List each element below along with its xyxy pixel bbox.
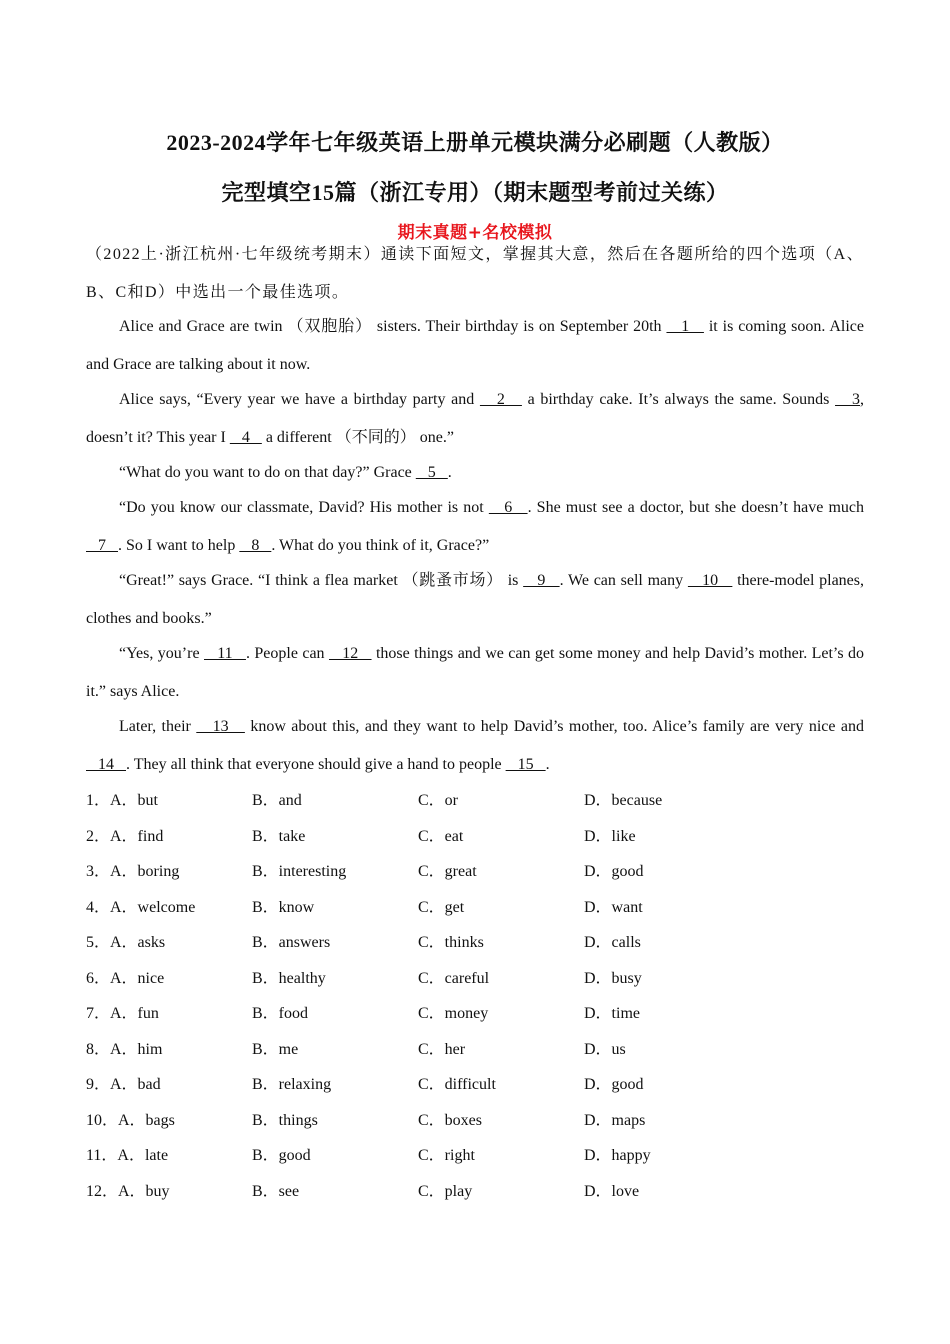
question-row xyxy=(86,783,864,819)
option-a: 8．A．him xyxy=(86,1040,163,1058)
passage-text: . She must see a doctor, but she doesn’t have much xyxy=(527,499,865,516)
question-row xyxy=(86,890,864,926)
passage xyxy=(86,308,864,784)
section-label: 期末真题+名校模拟 xyxy=(397,223,553,243)
option-a: 2．A．find xyxy=(86,827,164,845)
option-c: C．get xyxy=(418,898,465,916)
option-d: D．us xyxy=(584,1040,626,1058)
question-row xyxy=(86,819,864,855)
passage-text: know about this, and they want to help David’s mother, too. Alice’s family are very nice and xyxy=(244,718,864,735)
passage-text: “Do you know our classmate, David? His mother is not xyxy=(119,499,489,516)
passage-text: . What do you think of it, Grace?” xyxy=(271,537,490,554)
question-row xyxy=(86,1138,864,1174)
passage-paragraph xyxy=(86,635,864,711)
option-c: C．eat xyxy=(418,827,464,845)
passage-text: Later, their xyxy=(119,718,197,735)
option-b: B．me xyxy=(252,1040,299,1058)
option-b: B．food xyxy=(252,1005,309,1022)
passage-text: a birthday cake. It’s always the same. Sounds xyxy=(521,391,836,408)
passage-text: “Yes, you’re xyxy=(119,645,204,662)
passage-text: Alice and Grace are twin （双胞胎） sisters. Their birthday is on September 20th xyxy=(119,318,667,335)
option-c: C．or xyxy=(418,792,459,809)
options-list xyxy=(86,783,864,1209)
answer-blank: 10 xyxy=(687,572,733,589)
passage-text: . xyxy=(545,756,550,773)
passage-text: . They all think that everyone should give a hand to people xyxy=(126,756,506,773)
option-d: D．love xyxy=(584,1182,640,1200)
option-d: D．calls xyxy=(584,934,641,951)
answer-blank: 5 xyxy=(415,464,448,481)
option-b: B．good xyxy=(252,1147,311,1164)
instructions: （2022上·浙江杭州·七年级统考期末）通读下面短文，掌握其大意，然后在各题所给的四个选项（A、B、C和D）中选出一个最佳选项。 xyxy=(86,246,864,301)
option-b: B．take xyxy=(252,827,306,845)
answer-blank: 11 xyxy=(204,645,246,662)
option-b: B．relaxing xyxy=(252,1076,332,1093)
option-c: C．boxes xyxy=(418,1111,483,1129)
option-b: B．healthy xyxy=(252,969,326,987)
option-c: C．difficult xyxy=(418,1076,496,1093)
option-a: 6．A．nice xyxy=(86,969,165,987)
answer-blank: 6 xyxy=(488,499,528,516)
question-row xyxy=(86,925,864,961)
option-b: B．interesting xyxy=(252,863,347,880)
option-d: D．good xyxy=(584,863,644,880)
option-d: D．time xyxy=(584,1005,640,1022)
option-a: 10．A．bags xyxy=(86,1111,175,1129)
answer-blank: 7 xyxy=(86,537,118,554)
answer-blank: 1 xyxy=(666,318,704,335)
passage-paragraph xyxy=(86,489,864,565)
answer-blank: 9 xyxy=(523,572,560,589)
passage-text: it is coming soon. Alice and Grace are talking about it now. xyxy=(86,318,865,373)
option-b: B．see xyxy=(252,1182,300,1200)
document-title: 2023-2024学年七年级英语上册单元模块满分必刷题（人教版） xyxy=(166,130,784,155)
passage-text: . We can sell many xyxy=(559,572,688,589)
answer-blank: 13 xyxy=(196,718,245,735)
option-b: B．answers xyxy=(252,934,331,951)
option-a: 12．A．buy xyxy=(86,1182,170,1200)
option-d: D．maps xyxy=(584,1111,646,1129)
option-c: C．play xyxy=(418,1182,473,1200)
option-d: D．like xyxy=(584,827,636,845)
answer-blank: 4 xyxy=(229,429,262,446)
option-a: 4．A．welcome xyxy=(86,898,196,916)
passage-paragraph xyxy=(86,562,864,638)
passage-paragraph xyxy=(86,381,864,457)
passage-text: . So I want to help xyxy=(118,537,240,554)
answer-blank: 14 xyxy=(86,756,126,773)
option-c: C．her xyxy=(418,1040,466,1058)
option-c: C．right xyxy=(418,1147,475,1164)
option-c: C．money xyxy=(418,1005,489,1022)
passage-text: , doesn’t it? This year I xyxy=(86,391,865,446)
question-row xyxy=(86,1032,864,1068)
answer-blank: 15 xyxy=(505,756,546,773)
option-d: D．because xyxy=(584,792,663,809)
option-b: B．things xyxy=(252,1111,318,1129)
question-row xyxy=(86,1067,864,1103)
document-subtitle: 完型填空15篇（浙江专用）（期末题型考前过关练） xyxy=(221,180,729,205)
option-d: D．busy xyxy=(584,969,642,987)
passage-text: . People can xyxy=(245,645,329,662)
option-d: D．happy xyxy=(584,1147,651,1164)
question-row xyxy=(86,1103,864,1139)
question-row xyxy=(86,996,864,1032)
passage-paragraph xyxy=(86,708,864,784)
option-c: C．careful xyxy=(418,969,490,987)
passage-text: Alice says, “Every year we have a birthday party and xyxy=(119,391,480,408)
passage-text: “Great!” says Grace. “I think a flea market （跳蚤市场） is xyxy=(119,572,524,589)
option-b: B．know xyxy=(252,898,315,916)
option-d: D．good xyxy=(584,1076,644,1093)
option-a: 11．A．late xyxy=(86,1147,169,1164)
option-d: D．want xyxy=(584,898,643,916)
option-a: 5．A．asks xyxy=(86,934,166,951)
option-b: B．and xyxy=(252,792,302,809)
option-a: 7．A．fun xyxy=(86,1005,159,1022)
answer-blank: 2 xyxy=(479,391,522,408)
passage-text: there-model planes, clothes and books.” xyxy=(86,572,865,627)
option-c: C．great xyxy=(418,863,477,880)
answer-blank: 3 xyxy=(835,391,861,408)
option-a: 1．A．but xyxy=(86,792,159,809)
passage-paragraph xyxy=(86,454,864,492)
option-c: C．thinks xyxy=(418,934,484,951)
option-a: 3．A．boring xyxy=(86,863,180,880)
passage-text: those things and we can get some money and help David’s mother. Let’s do it.” says Alice. xyxy=(86,645,865,700)
option-a: 9．A．bad xyxy=(86,1076,161,1093)
question-row xyxy=(86,1174,864,1210)
answer-blank: 12 xyxy=(328,645,372,662)
question-row xyxy=(86,961,864,997)
passage-text: . xyxy=(447,464,452,481)
question-row xyxy=(86,854,864,890)
passage-text: a different （不同的） one.” xyxy=(261,429,454,446)
passage-text: “What do you want to do on that day?” Grace xyxy=(119,464,416,481)
answer-blank: 8 xyxy=(239,537,272,554)
passage-paragraph xyxy=(86,308,864,384)
